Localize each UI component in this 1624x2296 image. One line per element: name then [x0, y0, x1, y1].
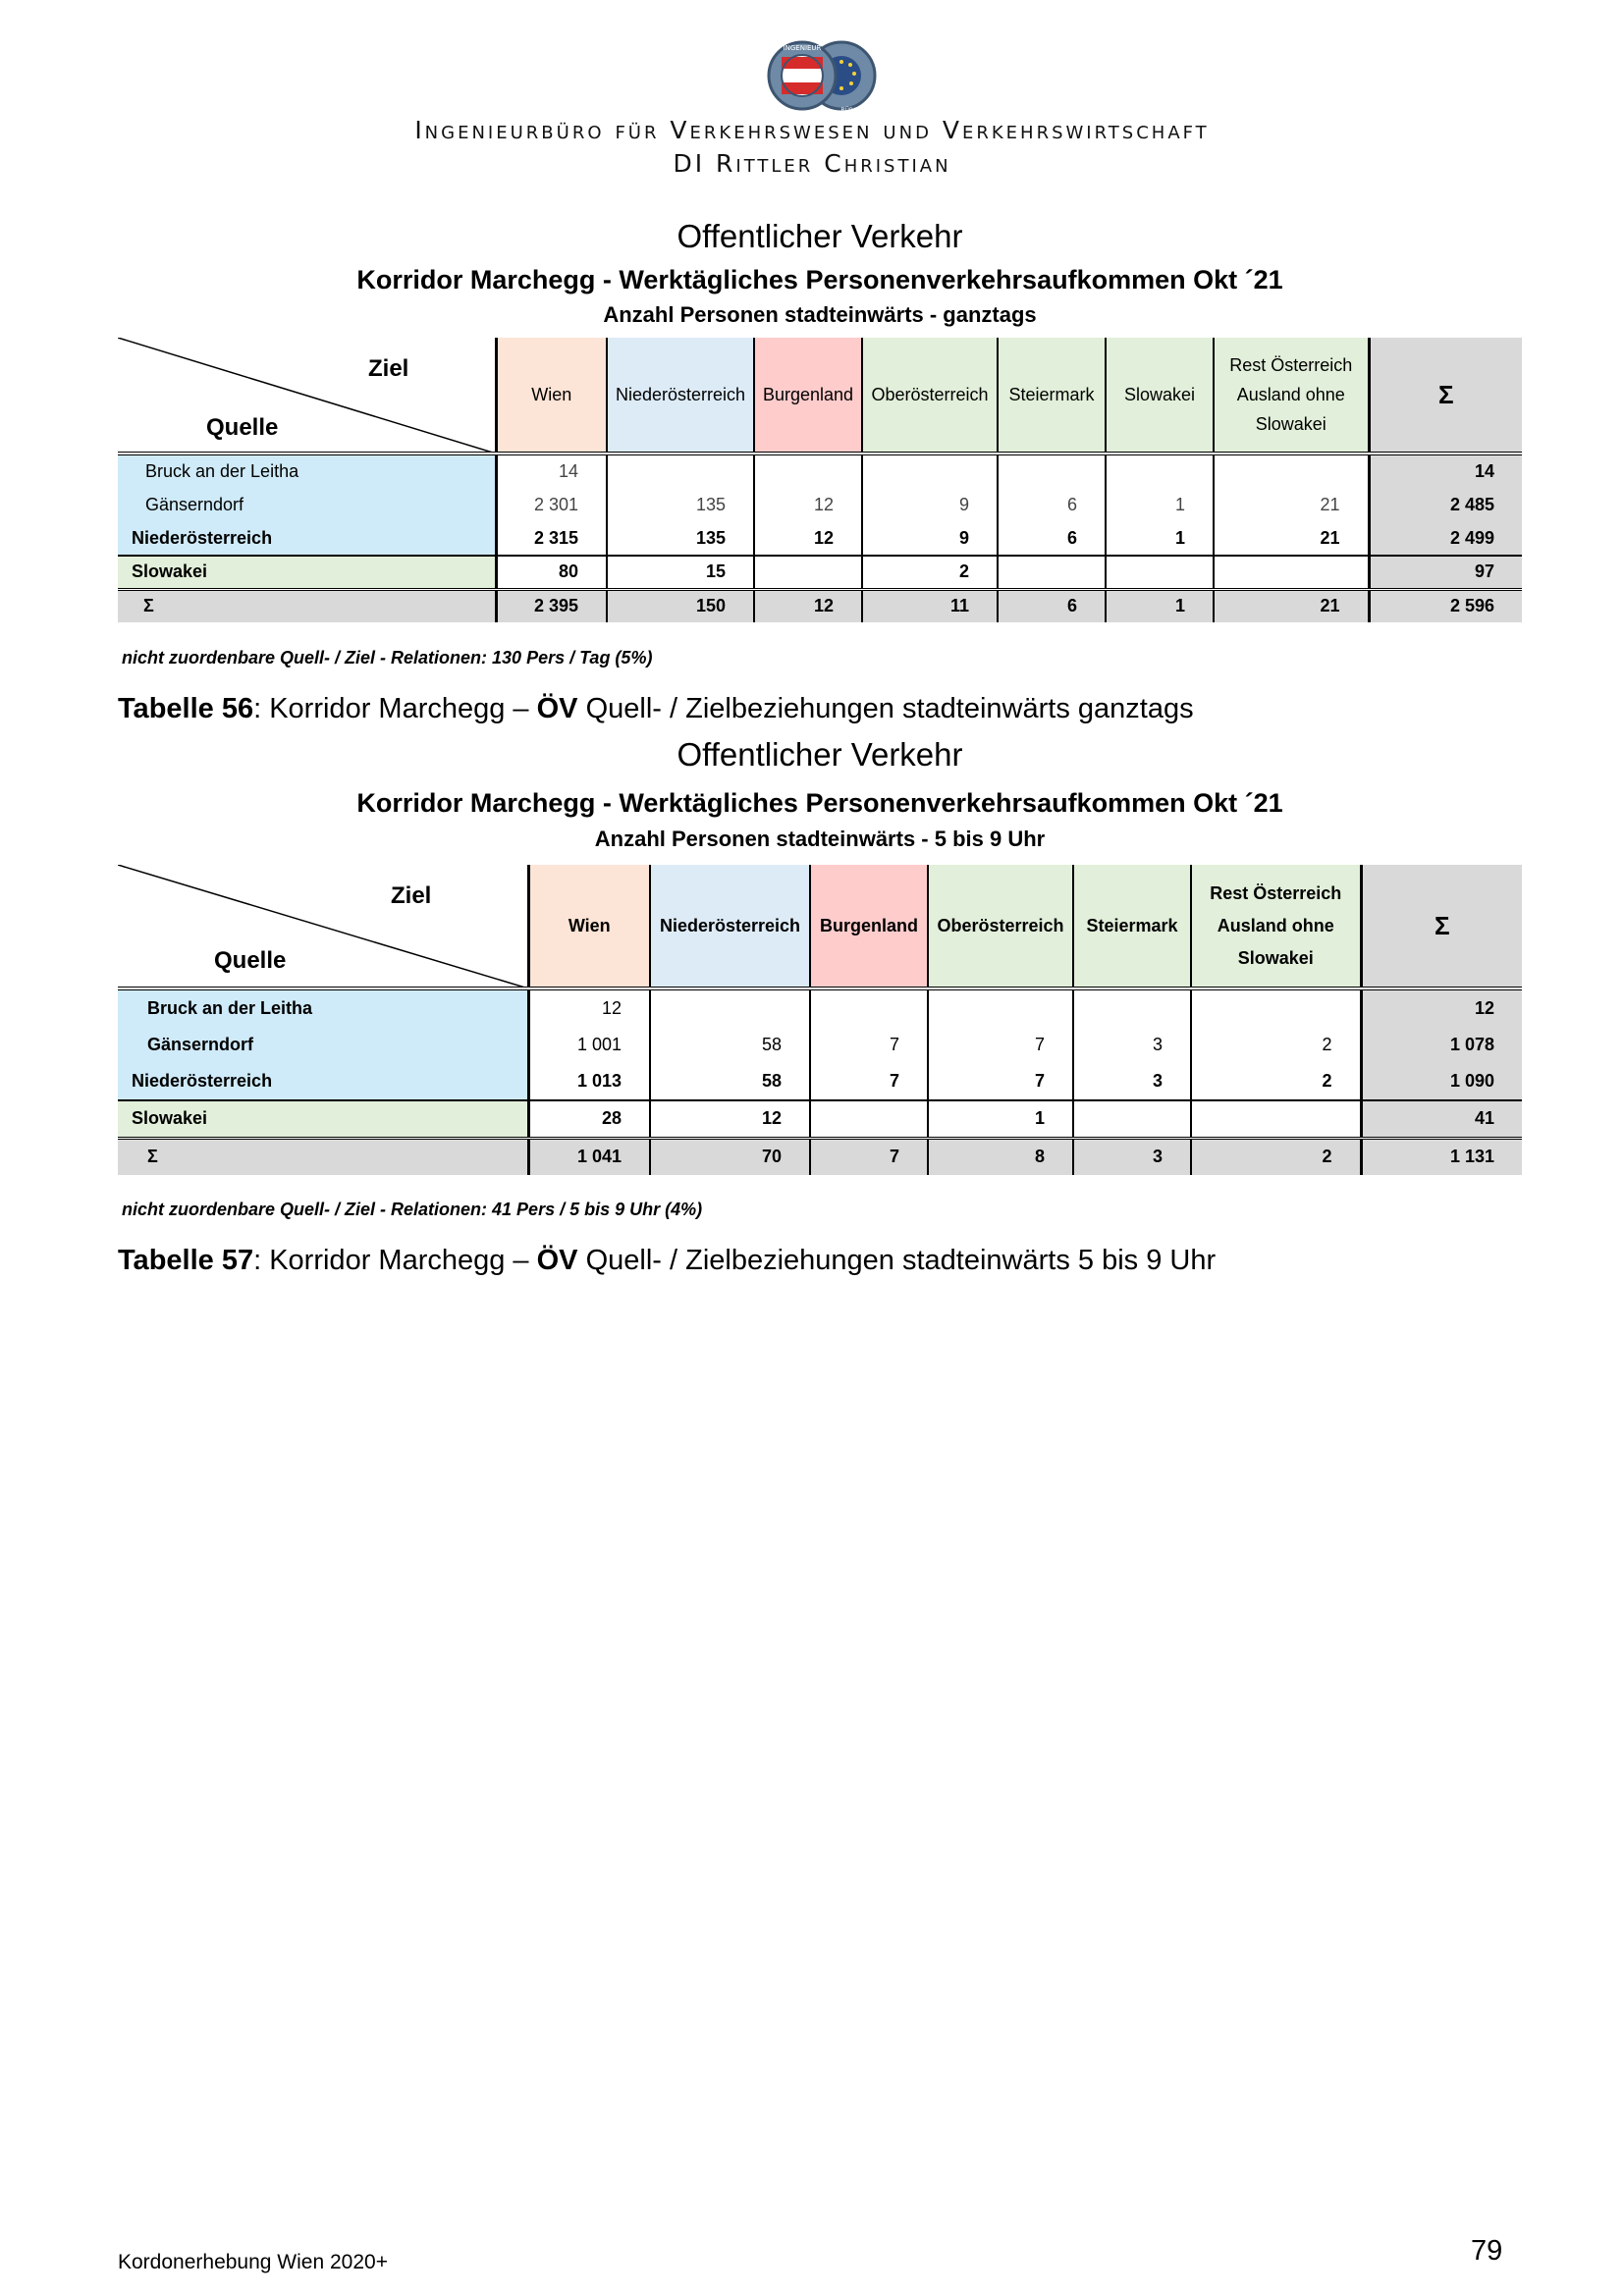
table-cell: 135 — [607, 487, 754, 522]
table57-row-label: Gänserndorf — [118, 1026, 528, 1063]
table-cell — [1073, 1100, 1191, 1138]
table56-col-niederoesterreich: Niederösterreich — [607, 338, 754, 454]
table-cell: 2 — [1191, 1026, 1361, 1063]
table56-corner-ziel: Ziel — [368, 355, 409, 382]
table57-subtitle2: Anzahl Personen stadteinwärts - 5 bis 9 Uhr — [594, 827, 1046, 851]
table57-corner — [118, 865, 528, 988]
table57-rest-line3: Slowakei — [1237, 947, 1314, 968]
table-cell: 80 — [496, 556, 607, 589]
table57-col-sum: Σ — [1361, 865, 1522, 988]
table-cell-total: 2 485 — [1369, 487, 1522, 522]
table56-row-label: Niederösterreich — [118, 522, 496, 556]
logo-text-bottom: BÜROS — [840, 107, 862, 114]
table-cell: 12 — [650, 1100, 810, 1138]
table-row — [118, 589, 1522, 622]
table-cell: 15 — [607, 556, 754, 589]
table56-col-steiermark: Steiermark — [998, 338, 1106, 454]
caption-label: Tabelle 56 — [118, 693, 254, 724]
table-row — [118, 556, 1522, 589]
table57-rest-line1: Rest Österreich — [1210, 882, 1342, 903]
table-cell: 9 — [862, 522, 998, 556]
table56-row-label: Slowakei — [118, 556, 496, 589]
table57-row-label: Bruck an der Leitha — [118, 988, 528, 1026]
table-cell: 7 — [928, 1063, 1073, 1100]
table-cell — [754, 556, 862, 589]
table57-caption — [118, 1245, 1216, 1277]
table56-rest-line1: Rest Österreich — [1229, 355, 1353, 375]
table57-header-row — [118, 865, 1522, 988]
table-cell-total: 12 — [1361, 988, 1522, 1026]
table-cell: 2 315 — [496, 522, 607, 556]
table-cell: 12 — [528, 988, 650, 1026]
table57-note: nicht zuordenbare Quell- / Ziel - Relationen: 41 Pers / 5 bis 9 Uhr (4%) — [122, 1200, 703, 1219]
caption-text: : Korridor Marchegg – — [253, 1245, 537, 1276]
table57-corner-ziel: Ziel — [391, 882, 432, 909]
table-cell-total: 97 — [1369, 556, 1522, 589]
table56-col-slowakei: Slowakei — [1106, 338, 1214, 454]
table57-row-label: Σ — [118, 1138, 528, 1175]
table-cell-total: 2 596 — [1369, 589, 1522, 622]
table-cell — [998, 556, 1106, 589]
company-logo — [748, 33, 895, 118]
table-cell — [607, 454, 754, 487]
table-cell: 1 — [1106, 589, 1214, 622]
table-cell — [1073, 988, 1191, 1026]
table57-col-oberoesterreich: Oberösterreich — [928, 865, 1073, 988]
table56-header-row — [118, 338, 1522, 454]
table-cell: 21 — [1214, 487, 1369, 522]
table-cell: 70 — [650, 1138, 810, 1175]
table-cell: 2 — [862, 556, 998, 589]
table-cell: 9 — [862, 487, 998, 522]
table-row — [118, 487, 1522, 522]
logo-text-top: INGENIEUR — [783, 44, 822, 52]
table-row — [118, 1063, 1522, 1100]
table57-col-burgenland: Burgenland — [810, 865, 928, 988]
table57-col-niederoesterreich: Niederösterreich — [650, 865, 810, 988]
table-cell: 1 — [928, 1100, 1073, 1138]
table56-subtitle: Korridor Marchegg - Werktägliches Personenverkehrsaufkommen Okt ´21 — [356, 265, 1283, 294]
caption-text: Quell- / Zielbeziehungen stadteinwärts 5 bis 9 Uhr — [577, 1245, 1217, 1276]
table-cell: 21 — [1214, 589, 1369, 622]
table-cell-total: 1 131 — [1361, 1138, 1522, 1175]
table-cell-total: 14 — [1369, 454, 1522, 487]
page-number: 79 — [1471, 2235, 1503, 2267]
table-cell: 1 — [1106, 487, 1214, 522]
table-cell: 6 — [998, 589, 1106, 622]
table56-row-label: Gänserndorf — [118, 487, 496, 522]
table56-note: nicht zuordenbare Quell- / Ziel - Relationen: 130 Pers / Tag (5%) — [122, 648, 653, 667]
table-cell: 7 — [810, 1138, 928, 1175]
table-cell: 58 — [650, 1026, 810, 1063]
table57-row-label: Niederösterreich — [118, 1063, 528, 1100]
table56-col-oberoesterreich: Oberösterreich — [862, 338, 998, 454]
table-cell-total: 41 — [1361, 1100, 1522, 1138]
table-cell — [1106, 454, 1214, 487]
firm-name: Ingenieurbüro für Verkehrswesen und Verkehrswirtschaft — [414, 116, 1210, 144]
table-cell: 14 — [496, 454, 607, 487]
table56-subtitle2: Anzahl Personen stadteinwärts - ganztags — [603, 302, 1037, 327]
table-row — [118, 1026, 1522, 1063]
table-cell: 2 — [1191, 1063, 1361, 1100]
table-row — [118, 1100, 1522, 1138]
table-cell — [1191, 988, 1361, 1026]
table56-col-sum: Σ — [1369, 338, 1522, 454]
table-cell: 8 — [928, 1138, 1073, 1175]
table-cell: 3 — [1073, 1138, 1191, 1175]
table-cell: 58 — [650, 1063, 810, 1100]
table-cell: 2 395 — [496, 589, 607, 622]
table-cell: 7 — [810, 1063, 928, 1100]
table56-row-label: Bruck an der Leitha — [118, 454, 496, 487]
table56-caption — [118, 693, 1194, 725]
table-cell: 2 301 — [496, 487, 607, 522]
table-cell: 1 001 — [528, 1026, 650, 1063]
table-row — [118, 988, 1522, 1026]
caption-bold: ÖV — [536, 1245, 578, 1276]
table-cell: 6 — [998, 522, 1106, 556]
table57-row-label: Slowakei — [118, 1100, 528, 1138]
table57-corner-quelle: Quelle — [214, 947, 287, 974]
table57-col-wien: Wien — [528, 865, 650, 988]
table-cell — [810, 1100, 928, 1138]
table57-col-steiermark: Steiermark — [1073, 865, 1191, 988]
caption-label: Tabelle 57 — [118, 1245, 254, 1276]
table-cell: 1 — [1106, 522, 1214, 556]
table-row — [118, 1138, 1522, 1175]
table-cell: 3 — [1073, 1026, 1191, 1063]
footer-document-title: Kordonerhebung Wien 2020+ — [118, 2251, 388, 2273]
table-cell — [1191, 1100, 1361, 1138]
caption-text: : Korridor Marchegg – — [253, 693, 537, 724]
table-cell: 7 — [928, 1026, 1073, 1063]
table-cell-total: 2 499 — [1369, 522, 1522, 556]
table56-corner-quelle: Quelle — [206, 414, 279, 441]
table56-rest-line2: Ausland ohne — [1236, 385, 1345, 404]
table57-col-rest — [1191, 865, 1361, 988]
table56-col-burgenland: Burgenland — [754, 338, 862, 454]
table57 — [118, 865, 1522, 1175]
table-cell — [650, 988, 810, 1026]
table-cell: 1 041 — [528, 1138, 650, 1175]
table56-corner — [118, 338, 496, 454]
table56-title: Offentlicher Verkehr — [677, 218, 963, 254]
table-cell-total: 1 090 — [1361, 1063, 1522, 1100]
table-cell — [810, 988, 928, 1026]
table-cell: 150 — [607, 589, 754, 622]
table-cell: 7 — [810, 1026, 928, 1063]
table-row — [118, 454, 1522, 487]
table56-col-wien: Wien — [496, 338, 607, 454]
table-row — [118, 522, 1522, 556]
table-cell — [754, 454, 862, 487]
table56 — [118, 338, 1522, 622]
table-cell: 11 — [862, 589, 998, 622]
table57-rest-line2: Ausland ohne — [1217, 915, 1334, 935]
table56-rest-line3: Slowakei — [1255, 414, 1326, 434]
table-cell — [1214, 454, 1369, 487]
table-cell — [1214, 556, 1369, 589]
caption-bold: ÖV — [536, 693, 578, 724]
table-cell: 1 013 — [528, 1063, 650, 1100]
table57-subtitle: Korridor Marchegg - Werktägliches Personenverkehrsaufkommen Okt ´21 — [356, 788, 1283, 818]
table-cell: 12 — [754, 589, 862, 622]
table-cell: 3 — [1073, 1063, 1191, 1100]
table-cell — [928, 988, 1073, 1026]
table-cell: 21 — [1214, 522, 1369, 556]
table-cell — [998, 454, 1106, 487]
table56-col-rest — [1214, 338, 1369, 454]
table-cell: 6 — [998, 487, 1106, 522]
caption-text: Quell- / Zielbeziehungen stadteinwärts ganztags — [577, 693, 1194, 724]
firm-owner: DI Rittler Christian — [673, 149, 951, 178]
table-cell: 28 — [528, 1100, 650, 1138]
table57-title: Offentlicher Verkehr — [677, 736, 963, 773]
table-cell-total: 1 078 — [1361, 1026, 1522, 1063]
table-cell: 12 — [754, 522, 862, 556]
table-cell: 12 — [754, 487, 862, 522]
table-cell — [862, 454, 998, 487]
table56-row-label: Σ — [118, 589, 496, 622]
table-cell — [1106, 556, 1214, 589]
table-cell: 2 — [1191, 1138, 1361, 1175]
table-cell: 135 — [607, 522, 754, 556]
